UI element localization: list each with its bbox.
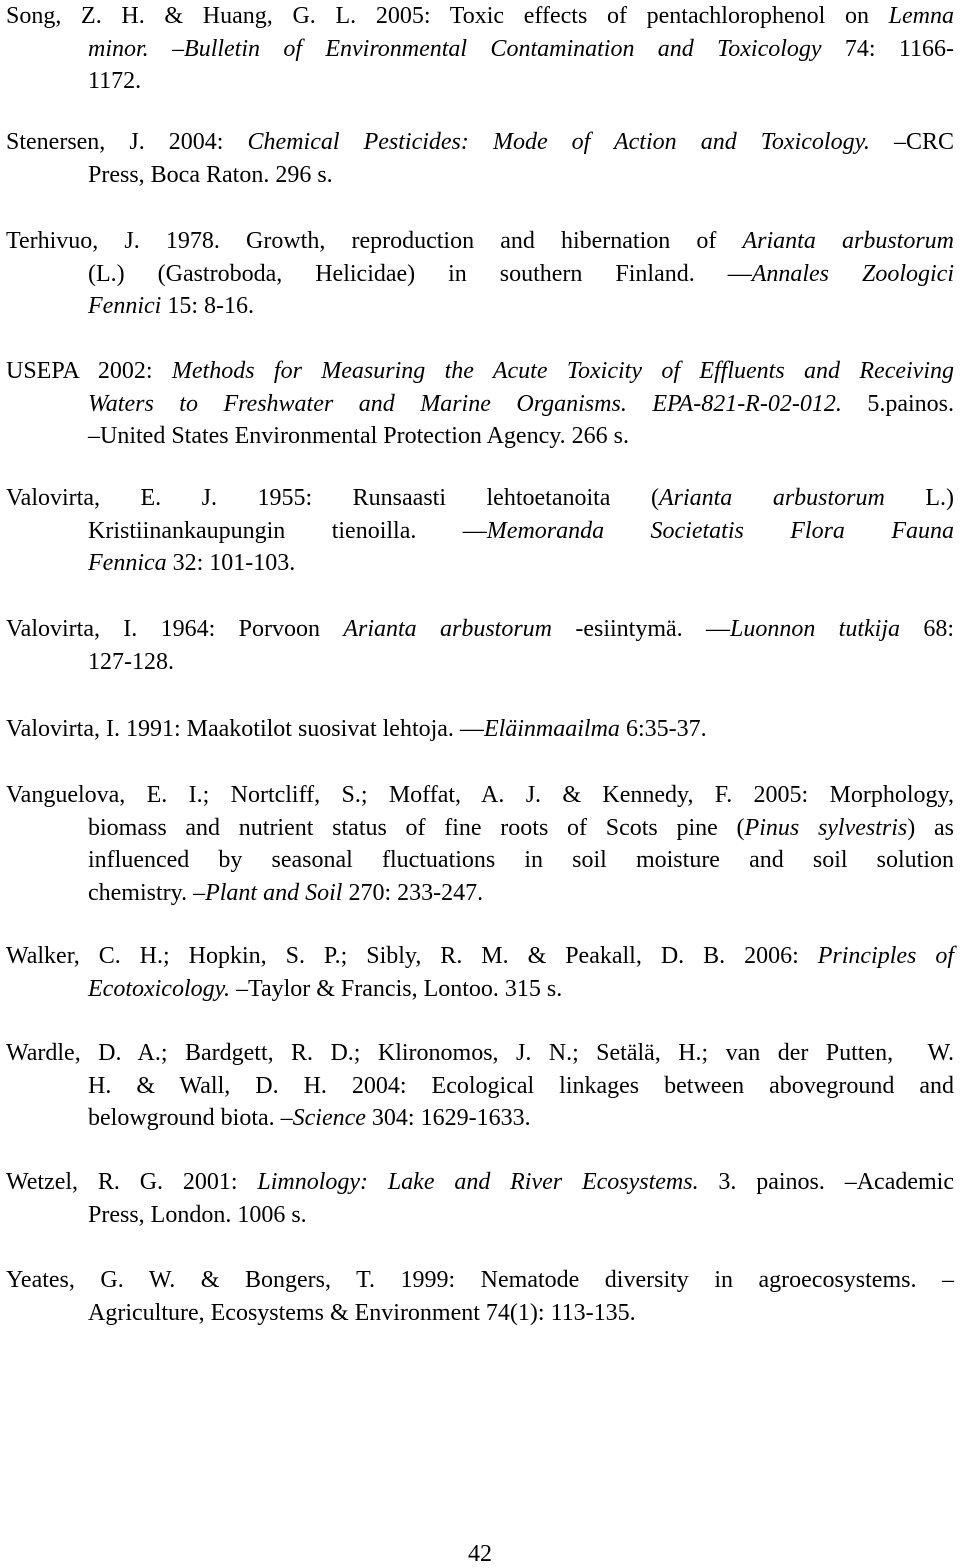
reference-line xyxy=(6,420,954,453)
reference-entry xyxy=(6,1264,954,1329)
reference-italic-text: Arianta arbustorum xyxy=(658,485,885,511)
reference-line xyxy=(6,713,954,746)
reference-text: Valovirta, I. 1964: Porvoon xyxy=(6,616,344,642)
reference-line xyxy=(6,290,954,323)
reference-line xyxy=(6,940,954,973)
reference-line xyxy=(6,613,954,646)
reference-italic-text: Annales Zoologici xyxy=(751,260,954,287)
reference-line xyxy=(6,0,954,33)
reference-line xyxy=(6,1166,954,1199)
reference-text: Song, Z. H. & Huang, G. L. 2005: Toxic effects of pentachlorophenol on xyxy=(6,3,889,29)
reference-line xyxy=(6,1102,954,1135)
reference-text: L.) xyxy=(884,485,955,511)
reference-text: – xyxy=(148,35,185,62)
reference-italic-text: Science xyxy=(292,1105,366,1131)
reference-italic-text: Limnology: Lake and River Ecosystems. xyxy=(257,1169,699,1195)
reference-text: ) as xyxy=(907,814,954,841)
reference-italic-text: Pinus sylvestris xyxy=(744,814,908,841)
reference-text: –Taylor & Francis, Lontoo. 315 s. xyxy=(229,975,563,1002)
reference-line xyxy=(6,258,954,291)
reference-text: USEPA 2002: xyxy=(6,358,172,384)
reference-entry xyxy=(6,482,954,580)
reference-line xyxy=(6,1297,954,1330)
reference-line xyxy=(6,547,954,580)
reference-line xyxy=(6,33,954,66)
reference-line xyxy=(6,779,954,812)
reference-line xyxy=(6,1037,954,1070)
reference-text: -esiintymä. — xyxy=(552,616,730,642)
reference-text: 270: 233-247. xyxy=(342,879,484,906)
reference-text: H. & Wall, D. H. 2004: Ecological linkages between aboveground and xyxy=(88,1072,954,1099)
reference-text: Kristiinankaupungin tienoilla. — xyxy=(88,517,487,544)
reference-text: Agriculture, Ecosystems & Environment 74(1): 113-135. xyxy=(88,1299,636,1326)
reference-entry xyxy=(6,0,954,98)
reference-line xyxy=(6,1070,954,1103)
reference-italic-text: Memoranda Societatis Flora Fauna xyxy=(486,517,955,544)
reference-italic-text: Chemical Pesticides: Mode of Action and Toxicology. xyxy=(247,129,870,155)
reference-italic-text: Methods for Measuring the Acute Toxicity of Effluents and Receiving xyxy=(171,358,954,384)
reference-text: 127-128. xyxy=(88,648,174,675)
reference-text: Stenersen, J. 2004: xyxy=(6,129,248,155)
reference-text: Vanguelova, E. I.; Nortcliff, S.; Moffat, A. J. & Kennedy, F. 2005: Morphology, xyxy=(6,782,954,808)
reference-italic-text: minor. xyxy=(88,35,149,62)
reference-entry xyxy=(6,225,954,323)
page-number: 42 xyxy=(468,1541,492,1567)
reference-italic-text: Ecotoxicology. xyxy=(88,975,230,1002)
reference-text: Press, Boca Raton. 296 s. xyxy=(88,161,333,188)
reference-italic-text: Arianta arbustorum xyxy=(742,228,954,254)
reference-entry xyxy=(6,1166,954,1231)
reference-line xyxy=(6,1199,954,1232)
reference-text: belowground biota. – xyxy=(88,1105,293,1131)
reference-text: 68: xyxy=(900,616,954,642)
reference-text: 15: 8-16. xyxy=(161,293,254,319)
reference-italic-text: Waters to Freshwater and Marine Organisms. EPA-821-R-02-012. xyxy=(88,390,842,417)
reference-line xyxy=(6,646,954,679)
reference-italic-text: Luonnon tutkija xyxy=(729,616,900,642)
reference-entry xyxy=(6,779,954,909)
reference-line xyxy=(6,355,954,388)
reference-text: Wardle, D. A.; Bardgett, R. D.; Klironomos, J. N.; Setälä, H.; van der Putten, W. xyxy=(6,1040,954,1066)
reference-line xyxy=(6,388,954,421)
reference-entry xyxy=(6,126,954,191)
reference-text: 32: 101-103. xyxy=(166,550,296,576)
reference-text: influenced by seasonal fluctuations in soil moisture and soil solution xyxy=(88,847,954,873)
reference-text: 3. painos. –Academic xyxy=(698,1169,954,1195)
reference-italic-text: Lemna xyxy=(888,3,954,29)
reference-text: 6:35-37. xyxy=(619,716,707,742)
reference-italic-text: Plant and Soil xyxy=(205,879,343,906)
reference-entry xyxy=(6,613,954,678)
reference-text: 304: 1629-1633. xyxy=(365,1105,531,1131)
reference-entry xyxy=(6,355,954,453)
reference-text: Walker, C. H.; Hopkin, S. P.; Sibly, R. M. & Peakall, D. B. 2006: xyxy=(6,943,818,969)
reference-italic-text: Arianta arbustorum xyxy=(343,616,552,642)
reference-italic-text: Fennica xyxy=(88,550,167,576)
reference-line xyxy=(6,1264,954,1297)
reference-text: 5.painos. xyxy=(841,390,954,417)
reference-italic-text: Eläinmaailma xyxy=(483,716,620,742)
reference-text: 74: 1166- xyxy=(821,35,954,62)
reference-text: Terhivuo, J. 1978. Growth, reproduction and hibernation of xyxy=(6,228,743,254)
reference-line xyxy=(6,877,954,910)
reference-text: –CRC xyxy=(869,129,955,155)
reference-entry xyxy=(6,940,954,1005)
reference-italic-text: Principles of xyxy=(817,943,954,969)
reference-entry xyxy=(6,713,954,746)
reference-line xyxy=(6,482,954,515)
reference-italic-text: Bulletin of Environmental Contamination and Toxicology xyxy=(184,35,822,62)
reference-entry xyxy=(6,1037,954,1135)
reference-text: biomass and nutrient status of fine roots of Scots pine ( xyxy=(88,814,745,841)
reference-text: Press, London. 1006 s. xyxy=(88,1201,307,1228)
reference-text: 1172. xyxy=(88,68,142,94)
reference-italic-text: Fennici xyxy=(88,293,162,319)
reference-line xyxy=(6,159,954,192)
reference-text: Yeates, G. W. & Bongers, T. 1999: Nematode diversity in agroecosystems. – xyxy=(6,1267,954,1293)
reference-text: Valovirta, I. 1991: Maakotilot suosivat lehtoja. — xyxy=(6,716,484,742)
reference-line xyxy=(6,973,954,1006)
reference-text: (L.) (Gastroboda, Helicidae) in southern Finland. — xyxy=(88,260,752,287)
reference-text: Wetzel, R. G. 2001: xyxy=(6,1169,258,1195)
reference-line xyxy=(6,65,954,98)
reference-text: Valovirta, E. J. 1955: Runsaasti lehtoetanoita ( xyxy=(6,485,659,511)
reference-line xyxy=(6,515,954,548)
reference-line xyxy=(6,812,954,845)
reference-line xyxy=(6,844,954,877)
reference-text: –United States Environmental Protection Agency. 266 s. xyxy=(88,423,630,449)
reference-text: chemistry. – xyxy=(88,879,206,906)
reference-line xyxy=(6,225,954,258)
reference-line xyxy=(6,126,954,159)
